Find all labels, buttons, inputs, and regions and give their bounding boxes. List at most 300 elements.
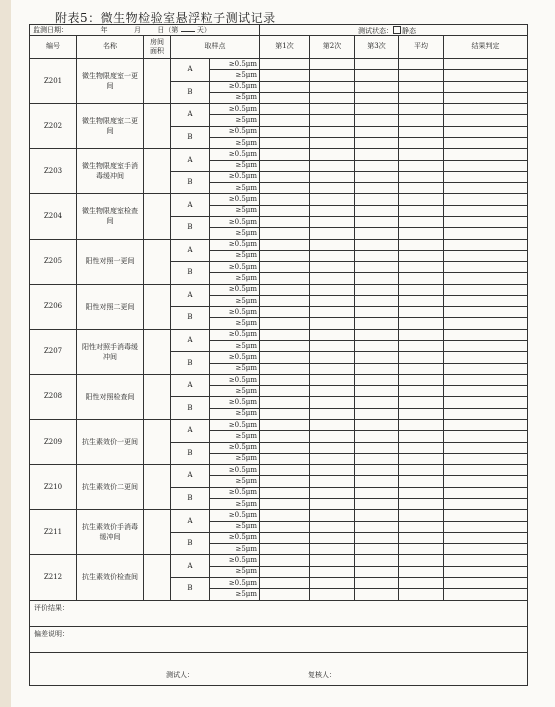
reading-r2[interactable] <box>310 239 355 250</box>
reading-r2[interactable] <box>310 532 355 543</box>
reading-avg[interactable] <box>399 487 444 498</box>
reading-r3[interactable] <box>355 341 399 352</box>
reading-result[interactable] <box>444 374 528 385</box>
reading-avg[interactable] <box>399 228 444 239</box>
room-id: Z205 <box>30 239 77 284</box>
reading-result[interactable] <box>444 92 528 103</box>
reading-avg[interactable] <box>399 577 444 588</box>
reading-avg[interactable] <box>399 363 444 374</box>
reading-r3[interactable] <box>355 228 399 239</box>
reading-r2[interactable] <box>310 81 355 92</box>
reading-avg[interactable] <box>399 273 444 284</box>
reading-result[interactable] <box>444 397 528 408</box>
reading-avg[interactable] <box>399 239 444 250</box>
reading-result[interactable] <box>444 487 528 498</box>
reading-r2[interactable] <box>310 341 355 352</box>
reading-r3[interactable] <box>355 397 399 408</box>
reading-r1[interactable] <box>260 521 310 532</box>
reading-result[interactable] <box>444 295 528 306</box>
reading-r3[interactable] <box>355 453 399 464</box>
particle-size: ≥0.5μm <box>210 194 260 205</box>
reading-avg[interactable] <box>399 544 444 555</box>
reading-avg[interactable] <box>399 307 444 318</box>
reading-r1[interactable] <box>260 137 310 148</box>
reading-r1[interactable] <box>260 81 310 92</box>
reading-r1[interactable] <box>260 262 310 273</box>
reading-r1[interactable] <box>260 544 310 555</box>
reading-r2[interactable] <box>310 487 355 498</box>
sampling-point: A <box>171 374 210 397</box>
reading-r2[interactable] <box>310 104 355 115</box>
table-row <box>30 510 528 521</box>
header-result: 结果判定 <box>444 36 528 59</box>
reading-r2[interactable] <box>310 205 355 216</box>
reading-r1[interactable] <box>260 352 310 363</box>
particle-size: ≥0.5μm <box>210 374 260 385</box>
reading-r2[interactable] <box>310 160 355 171</box>
reading-r3[interactable] <box>355 476 399 487</box>
sampling-point: A <box>171 59 210 82</box>
room-area-cell[interactable] <box>144 149 171 194</box>
reading-result[interactable] <box>444 205 528 216</box>
reading-r1[interactable] <box>260 239 310 250</box>
sampling-point: A <box>171 555 210 578</box>
sampling-point: B <box>171 126 210 149</box>
reading-result[interactable] <box>444 544 528 555</box>
reading-r1[interactable] <box>260 194 310 205</box>
reading-result[interactable] <box>444 329 528 340</box>
reading-r1[interactable] <box>260 442 310 453</box>
reading-avg[interactable] <box>399 81 444 92</box>
reading-result[interactable] <box>444 318 528 329</box>
reading-r1[interactable] <box>260 363 310 374</box>
room-area-cell[interactable] <box>144 510 171 555</box>
reading-r3[interactable] <box>355 487 399 498</box>
reading-r2[interactable] <box>310 476 355 487</box>
reading-result[interactable] <box>444 126 528 137</box>
reading-r2[interactable] <box>310 329 355 340</box>
header-sampling: 取样点 <box>171 36 260 59</box>
reading-r1[interactable] <box>260 284 310 295</box>
reading-r3[interactable] <box>355 318 399 329</box>
particle-size: ≥0.5μm <box>210 532 260 543</box>
reading-r2[interactable] <box>310 126 355 137</box>
reading-r2[interactable] <box>310 555 355 566</box>
reading-r2[interactable] <box>310 70 355 81</box>
reading-avg[interactable] <box>399 510 444 521</box>
deviation-cell[interactable]: 偏差说明： <box>30 626 528 652</box>
reading-result[interactable] <box>444 386 528 397</box>
room-area-cell[interactable] <box>144 465 171 510</box>
reading-avg[interactable] <box>399 476 444 487</box>
reading-r3[interactable] <box>355 160 399 171</box>
reading-result[interactable] <box>444 194 528 205</box>
particle-size: ≥5μm <box>210 318 260 329</box>
reading-r3[interactable] <box>355 465 399 476</box>
reading-r3[interactable] <box>355 171 399 182</box>
room-area-cell[interactable] <box>144 284 171 329</box>
reading-r2[interactable] <box>310 374 355 385</box>
reading-r3[interactable] <box>355 566 399 577</box>
reading-avg[interactable] <box>399 589 444 600</box>
reading-result[interactable] <box>444 532 528 543</box>
header-r3: 第3次 <box>355 36 399 59</box>
reading-r2[interactable] <box>310 228 355 239</box>
reading-r1[interactable] <box>260 431 310 442</box>
reading-r1[interactable] <box>260 104 310 115</box>
reading-r2[interactable] <box>310 307 355 318</box>
reading-r3[interactable] <box>355 137 399 148</box>
reading-r2[interactable] <box>310 250 355 261</box>
reading-r2[interactable] <box>310 262 355 273</box>
reading-r2[interactable] <box>310 171 355 182</box>
reading-r1[interactable] <box>260 341 310 352</box>
reading-r2[interactable] <box>310 498 355 509</box>
particle-size: ≥0.5μm <box>210 397 260 408</box>
particle-size: ≥5μm <box>210 566 260 577</box>
reading-r2[interactable] <box>310 577 355 588</box>
room-area-cell[interactable] <box>144 329 171 374</box>
reading-avg[interactable] <box>399 386 444 397</box>
reading-avg[interactable] <box>399 498 444 509</box>
reading-avg[interactable] <box>399 521 444 532</box>
table-row <box>30 239 528 250</box>
reading-r2[interactable] <box>310 194 355 205</box>
sampling-point: A <box>171 329 210 352</box>
reading-r3[interactable] <box>355 104 399 115</box>
reading-r1[interactable] <box>260 476 310 487</box>
table-row <box>30 420 528 431</box>
reading-result[interactable] <box>444 183 528 194</box>
reading-result[interactable] <box>444 250 528 261</box>
monitor-date-label: 监测日期： <box>33 25 68 34</box>
reading-result[interactable] <box>444 59 528 70</box>
reading-r2[interactable] <box>310 183 355 194</box>
reading-avg[interactable] <box>399 284 444 295</box>
reading-r3[interactable] <box>355 194 399 205</box>
reading-avg[interactable] <box>399 250 444 261</box>
reading-r2[interactable] <box>310 589 355 600</box>
room-area-cell[interactable] <box>144 59 171 104</box>
particle-size: ≥5μm <box>210 183 260 194</box>
reading-r2[interactable] <box>310 386 355 397</box>
reading-result[interactable] <box>444 510 528 521</box>
reading-avg[interactable] <box>399 194 444 205</box>
particle-size: ≥5μm <box>210 205 260 216</box>
year-label: 年 <box>100 25 108 34</box>
reading-r1[interactable] <box>260 59 310 70</box>
reading-r3[interactable] <box>355 115 399 126</box>
reading-result[interactable] <box>444 442 528 453</box>
reading-result[interactable] <box>444 160 528 171</box>
reading-r3[interactable] <box>355 149 399 160</box>
reading-r2[interactable] <box>310 420 355 431</box>
reading-r3[interactable] <box>355 532 399 543</box>
reading-result[interactable] <box>444 171 528 182</box>
reading-result[interactable] <box>444 307 528 318</box>
reading-avg[interactable] <box>399 318 444 329</box>
reading-result[interactable] <box>444 216 528 227</box>
reading-r2[interactable] <box>310 295 355 306</box>
reading-r1[interactable] <box>260 465 310 476</box>
room-name: 抗生素效价一更间 <box>77 420 144 465</box>
reading-r2[interactable] <box>310 442 355 453</box>
reading-r3[interactable] <box>355 521 399 532</box>
reading-r3[interactable] <box>355 577 399 588</box>
reading-r1[interactable] <box>260 532 310 543</box>
reading-r1[interactable] <box>260 171 310 182</box>
reading-r3[interactable] <box>355 386 399 397</box>
header-r1: 第1次 <box>260 36 310 59</box>
status-value: 静态 <box>402 26 416 35</box>
room-area-cell[interactable] <box>144 374 171 419</box>
reading-r1[interactable] <box>260 273 310 284</box>
reading-result[interactable] <box>444 149 528 160</box>
reading-r3[interactable] <box>355 273 399 284</box>
reading-result[interactable] <box>444 420 528 431</box>
reading-r1[interactable] <box>260 566 310 577</box>
reading-r1[interactable] <box>260 453 310 464</box>
reading-r2[interactable] <box>310 544 355 555</box>
reading-r1[interactable] <box>260 510 310 521</box>
reading-r1[interactable] <box>260 307 310 318</box>
reading-r1[interactable] <box>260 555 310 566</box>
reading-r2[interactable] <box>310 566 355 577</box>
reading-avg[interactable] <box>399 149 444 160</box>
room-area-cell[interactable] <box>144 239 171 284</box>
reading-avg[interactable] <box>399 183 444 194</box>
reading-r1[interactable] <box>260 420 310 431</box>
reading-r3[interactable] <box>355 352 399 363</box>
reading-avg[interactable] <box>399 70 444 81</box>
particle-size: ≥5μm <box>210 295 260 306</box>
reading-result[interactable] <box>444 476 528 487</box>
reading-r1[interactable] <box>260 577 310 588</box>
reading-avg[interactable] <box>399 104 444 115</box>
reading-avg[interactable] <box>399 352 444 363</box>
reading-result[interactable] <box>444 566 528 577</box>
reading-avg[interactable] <box>399 262 444 273</box>
room-id: Z202 <box>30 104 77 149</box>
reading-r3[interactable] <box>355 126 399 137</box>
reading-result[interactable] <box>444 352 528 363</box>
reading-r2[interactable] <box>310 115 355 126</box>
reading-avg[interactable] <box>399 205 444 216</box>
reading-r2[interactable] <box>310 431 355 442</box>
room-area-cell[interactable] <box>144 420 171 465</box>
reading-r1[interactable] <box>260 216 310 227</box>
reading-result[interactable] <box>444 341 528 352</box>
reading-result[interactable] <box>444 408 528 419</box>
table-row <box>30 555 528 566</box>
reading-result[interactable] <box>444 284 528 295</box>
room-area-cell[interactable] <box>144 194 171 239</box>
reading-r3[interactable] <box>355 239 399 250</box>
reading-result[interactable] <box>444 589 528 600</box>
sampling-point: B <box>171 442 210 465</box>
reading-r3[interactable] <box>355 589 399 600</box>
reading-r2[interactable] <box>310 510 355 521</box>
reading-result[interactable] <box>444 521 528 532</box>
reading-avg[interactable] <box>399 171 444 182</box>
sampling-point: B <box>171 307 210 330</box>
reading-r3[interactable] <box>355 329 399 340</box>
reading-r3[interactable] <box>355 420 399 431</box>
reading-r1[interactable] <box>260 318 310 329</box>
particle-size: ≥5μm <box>210 453 260 464</box>
room-area-cell[interactable] <box>144 555 171 600</box>
reading-r1[interactable] <box>260 295 310 306</box>
particle-size: ≥0.5μm <box>210 149 260 160</box>
reading-result[interactable] <box>444 431 528 442</box>
reading-r3[interactable] <box>355 555 399 566</box>
reading-result[interactable] <box>444 137 528 148</box>
reading-r2[interactable] <box>310 465 355 476</box>
reading-avg[interactable] <box>399 59 444 70</box>
reading-r3[interactable] <box>355 408 399 419</box>
reading-result[interactable] <box>444 228 528 239</box>
reading-avg[interactable] <box>399 115 444 126</box>
table-row <box>30 465 528 476</box>
reading-avg[interactable] <box>399 555 444 566</box>
reading-r1[interactable] <box>260 386 310 397</box>
reading-r2[interactable] <box>310 284 355 295</box>
room-area-cell[interactable] <box>144 104 171 149</box>
reading-avg[interactable] <box>399 442 444 453</box>
reading-r1[interactable] <box>260 589 310 600</box>
reading-r3[interactable] <box>355 59 399 70</box>
reading-result[interactable] <box>444 104 528 115</box>
reading-avg[interactable] <box>399 126 444 137</box>
reading-avg[interactable] <box>399 431 444 442</box>
reading-r3[interactable] <box>355 498 399 509</box>
reading-avg[interactable] <box>399 465 444 476</box>
reading-r2[interactable] <box>310 363 355 374</box>
reading-r1[interactable] <box>260 487 310 498</box>
reading-result[interactable] <box>444 555 528 566</box>
reading-result[interactable] <box>444 239 528 250</box>
reading-avg[interactable] <box>399 397 444 408</box>
reading-avg[interactable] <box>399 137 444 148</box>
status-label: 测试状态： <box>358 26 393 35</box>
reading-r1[interactable] <box>260 498 310 509</box>
reading-r3[interactable] <box>355 250 399 261</box>
reading-r3[interactable] <box>355 544 399 555</box>
reading-r2[interactable] <box>310 397 355 408</box>
reading-r2[interactable] <box>310 216 355 227</box>
reading-result[interactable] <box>444 70 528 81</box>
reading-r3[interactable] <box>355 205 399 216</box>
reading-r1[interactable] <box>260 92 310 103</box>
reading-r2[interactable] <box>310 318 355 329</box>
sampling-point: B <box>171 262 210 285</box>
table-row <box>30 149 528 160</box>
room-name: 阳性对照一更间 <box>77 239 144 284</box>
reading-result[interactable] <box>444 498 528 509</box>
reading-r1[interactable] <box>260 70 310 81</box>
reading-avg[interactable] <box>399 295 444 306</box>
reading-r3[interactable] <box>355 363 399 374</box>
reading-r3[interactable] <box>355 374 399 385</box>
reading-r2[interactable] <box>310 408 355 419</box>
reading-r1[interactable] <box>260 205 310 216</box>
reading-r2[interactable] <box>310 352 355 363</box>
reading-r3[interactable] <box>355 442 399 453</box>
reading-r3[interactable] <box>355 183 399 194</box>
reading-avg[interactable] <box>399 532 444 543</box>
reading-r1[interactable] <box>260 149 310 160</box>
reading-r1[interactable] <box>260 374 310 385</box>
month-label: 月 <box>133 25 141 34</box>
reading-avg[interactable] <box>399 341 444 352</box>
sampling-point: A <box>171 239 210 262</box>
reading-r1[interactable] <box>260 115 310 126</box>
reading-r1[interactable] <box>260 183 310 194</box>
reading-r1[interactable] <box>260 250 310 261</box>
particle-size: ≥0.5μm <box>210 239 260 250</box>
reading-r3[interactable] <box>355 81 399 92</box>
reading-result[interactable] <box>444 453 528 464</box>
reading-r3[interactable] <box>355 216 399 227</box>
reading-result[interactable] <box>444 363 528 374</box>
checkbox-icon[interactable] <box>393 26 401 34</box>
table-row <box>30 329 528 340</box>
reading-avg[interactable] <box>399 329 444 340</box>
reading-r1[interactable] <box>260 126 310 137</box>
particle-size: ≥5μm <box>210 341 260 352</box>
reading-r2[interactable] <box>310 149 355 160</box>
reading-avg[interactable] <box>399 216 444 227</box>
reading-r3[interactable] <box>355 284 399 295</box>
reading-r1[interactable] <box>260 329 310 340</box>
reading-result[interactable] <box>444 577 528 588</box>
reading-avg[interactable] <box>399 566 444 577</box>
reading-r1[interactable] <box>260 408 310 419</box>
sampling-point: B <box>171 171 210 194</box>
reading-avg[interactable] <box>399 374 444 385</box>
signature-row <box>30 652 528 685</box>
reading-r3[interactable] <box>355 92 399 103</box>
reading-result[interactable] <box>444 115 528 126</box>
reading-r3[interactable] <box>355 431 399 442</box>
reading-result[interactable] <box>444 262 528 273</box>
reading-r1[interactable] <box>260 397 310 408</box>
reading-avg[interactable] <box>399 92 444 103</box>
reading-r1[interactable] <box>260 228 310 239</box>
reading-r3[interactable] <box>355 307 399 318</box>
reading-avg[interactable] <box>399 408 444 419</box>
reading-r2[interactable] <box>310 92 355 103</box>
reading-r3[interactable] <box>355 510 399 521</box>
reading-result[interactable] <box>444 273 528 284</box>
reading-r1[interactable] <box>260 160 310 171</box>
reading-r3[interactable] <box>355 295 399 306</box>
reading-r2[interactable] <box>310 273 355 284</box>
particle-size: ≥0.5μm <box>210 420 260 431</box>
reading-result[interactable] <box>444 465 528 476</box>
reading-r2[interactable] <box>310 137 355 148</box>
reading-avg[interactable] <box>399 420 444 431</box>
reading-r3[interactable] <box>355 70 399 81</box>
evaluation-cell[interactable]: 评价结果： <box>30 600 528 626</box>
reading-avg[interactable] <box>399 453 444 464</box>
reading-avg[interactable] <box>399 160 444 171</box>
reading-r3[interactable] <box>355 262 399 273</box>
reading-result[interactable] <box>444 81 528 92</box>
reading-r2[interactable] <box>310 59 355 70</box>
reading-r2[interactable] <box>310 521 355 532</box>
reading-r2[interactable] <box>310 453 355 464</box>
